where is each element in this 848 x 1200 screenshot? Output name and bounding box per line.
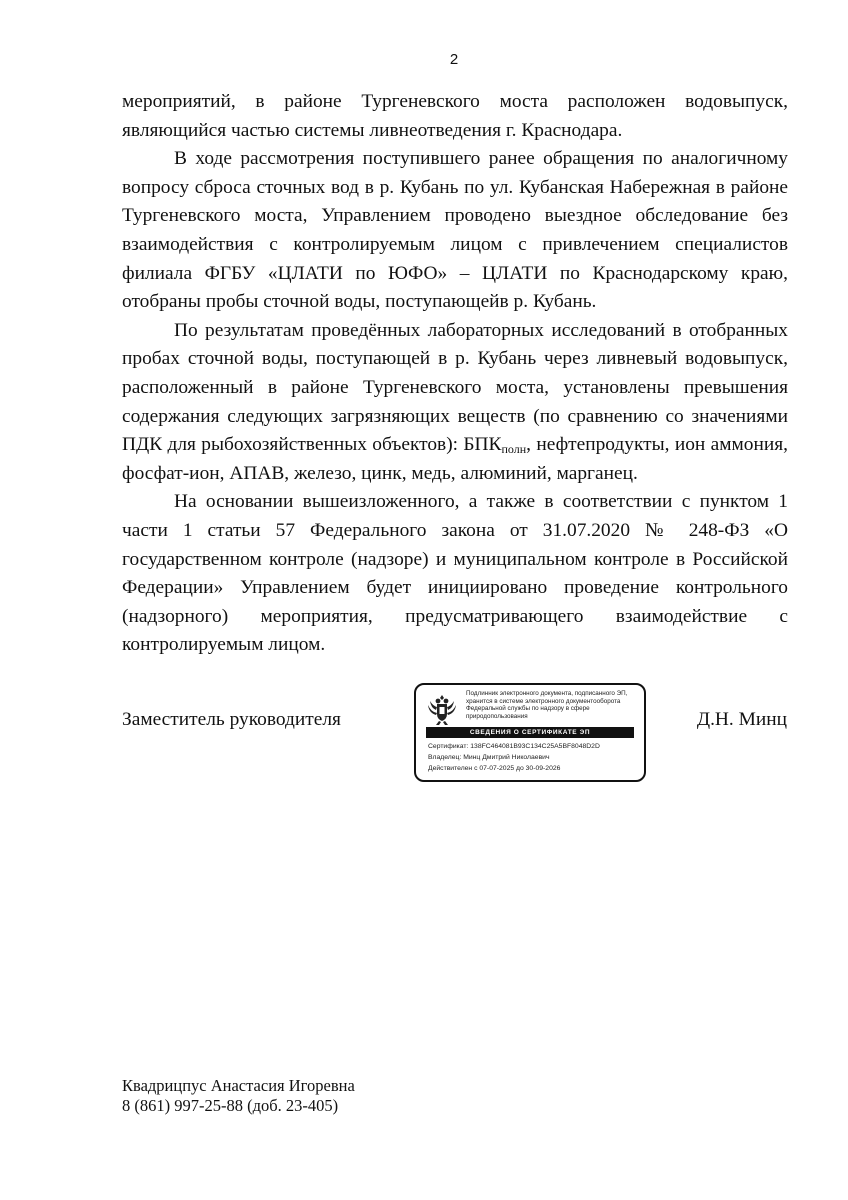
bpk-subscript: полн [501,442,527,457]
russian-coat-of-arms-icon [424,691,460,727]
signatory-title: Заместитель руководителя [122,709,341,730]
paragraph-continuation: мероприятий, в районе Тургеневского моста расположен водовыпуск, являющийся частью системы ливнеотведения г. Краснодара. [122,91,788,141]
signatory-name: Д.Н. Минц [696,709,787,730]
paragraph-inspection: В ходе рассмотрения поступившего ранее обращения по аналогичному вопросу сброса сточных вод в р. Кубань по ул. Кубанская Набережная в районе Тургеневского моста, Управлением проводено выездное обследование без взаимодействия с контролируемым лицом с привлечением специалистов филиала ФГБУ «ЦЛАТИ по ЮФО» – ЦЛАТИ по Краснодарскому краю, отобраны пробы сточной воды, поступающейв р. Кубань. [122,148,788,313]
paragraph-legal-basis: На основании вышеизложенного, а также в соответствии с пунктом 1 части 1 статьи 57 Федерального закона от 31.07.2020 № 248-ФЗ «О государственном контроле (надзоре) и муниципальном контроле в Российской Федерации» Управлением будет инициировано проведение контрольного (надзорного) мероприятия, предусматривающего взаимодействие с контролируемым лицом. [122,491,788,656]
stamp-notice: Подлинник электронного документа, подписанного ЭП, хранится в системе электронного документооборота Федеральной службы по надзору в сфере природопользования [466,690,628,720]
stamp-validity: Действителен с 07-07-2025 до 30-09-2026 [428,765,561,772]
executor-phone: 8 (861) 997-25-88 (доб. 23-405) [122,1096,339,1115]
electronic-signature-stamp [414,683,646,782]
paragraph-lab-results [122,317,788,489]
lab-results-text: По результатам проведённых лабораторных исследований в отобранных пробах сточной воды, поступающей в р. Кубань через ливневый водовыпуск, расположенный в районе Тургеневского моста, установлены превышения содержания следующих загрязняющих веществ (по сравнению со значениями ПДК для рыбохозяйственных объектов): БПК [122,319,788,456]
executor-contact [122,1076,355,1116]
page-number: 2 [449,51,459,68]
lab-results-text-tail: , нефтепродукты, ион аммония, фосфат-ион, АПАВ, железо, цинк, медь, алюминий, марганец. [122,434,788,484]
stamp-header: СВЕДЕНИЯ О СЕРТИФИКАТЕ ЭП [426,727,634,738]
letter-body [122,88,788,660]
stamp-certificate: Сертификат: 138FC464081B93C134C25A5BF8048D2D [428,743,600,750]
stamp-owner: Владелец: Минц Дмитрий Николаевич [428,754,550,761]
executor-name: Квадрицпус Анастасия Игоревна [122,1076,355,1095]
